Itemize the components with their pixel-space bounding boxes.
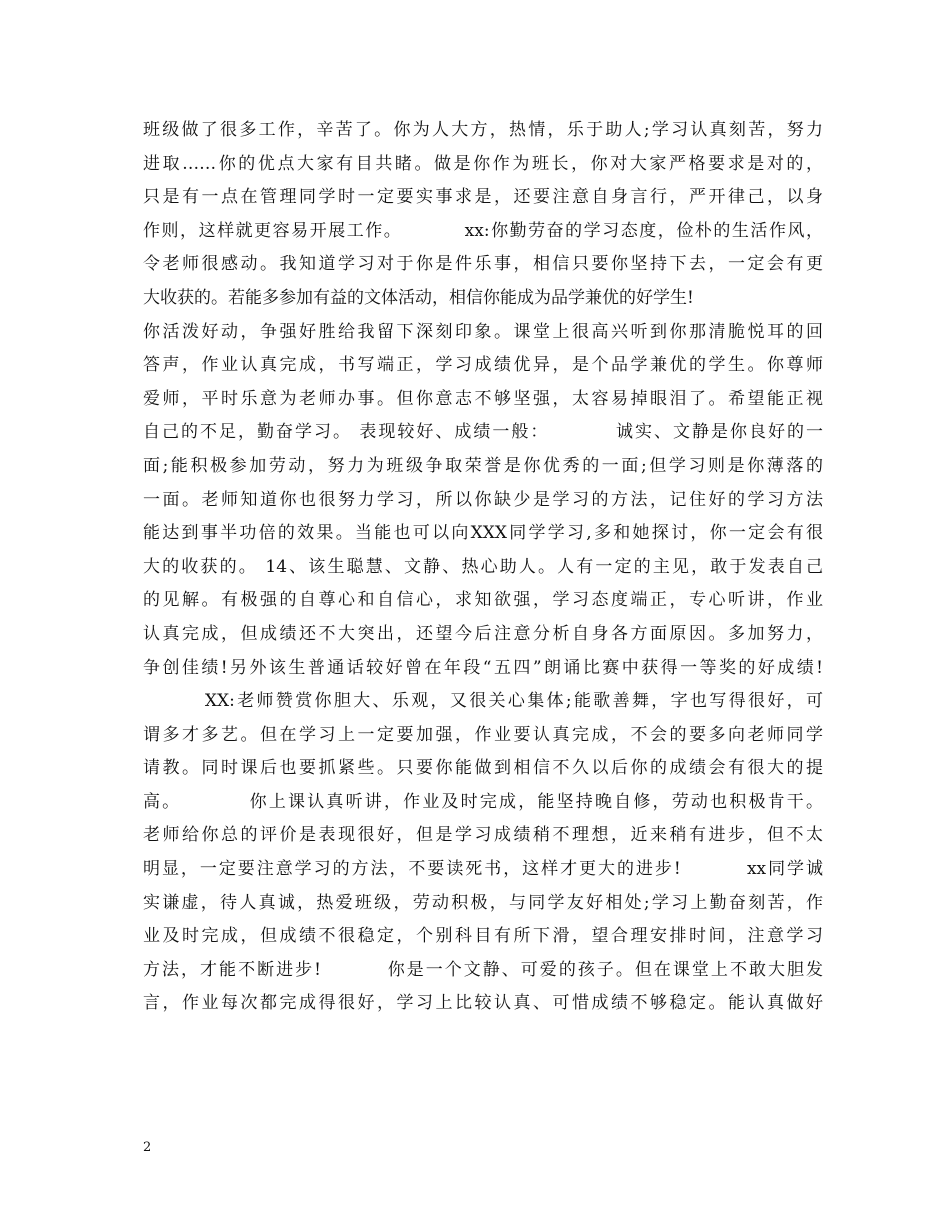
text-line: 进取……你的优点大家有目共睹。做是你作为班长，你对大家严格要求是对的，	[143, 153, 823, 174]
text-line: 爱师，平时乐意为老师办事。但你意志不够坚强，太容易掉眼泪了。希望能正视	[143, 388, 823, 409]
text-line: 高。 你上课认真听讲，作业及时完成，能坚持晚自修，劳动也积极肯干。	[143, 791, 823, 812]
text-line: 面;能积极参加劳动，努力为班级争取荣誉是你优秀的一面;但学习则是你薄落的	[143, 455, 823, 476]
text-line: 请教。同时课后也要抓紧些。只要你能做到相信不久以后你的成绩会有很大的提	[143, 758, 823, 779]
text-line: 方法，才能不断进步! 你是一个文静、可爱的孩子。但在课堂上不敢大胆发	[143, 959, 823, 980]
text-line: 你活泼好动，争强好胜给我留下深刻印象。课堂上很高兴听到你那清脆悦耳的回	[143, 321, 823, 342]
text-line: 令老师很感动。我知道学习对于你是件乐事，相信只要你坚持下去，一定会有更	[143, 254, 823, 275]
text-line: 只是有一点在管理同学时一定要实事求是，还要注意自身言行，严开律己，以身	[143, 187, 823, 208]
text-line: 争创佳绩!另外该生普通话较好曾在年段“五四”朗诵比赛中获得一等奖的好成绩!	[143, 657, 823, 678]
page-number: 2	[143, 1140, 152, 1155]
text-line: 老师给你总的评价是表现很好，但是学习成绩稍不理想，近来稍有进步，但不太	[143, 825, 823, 846]
body-text	[143, 114, 823, 1021]
text-line: 实谦虚，待人真诚，热爱班级，劳动积极，与同学友好相处;学习上勤奋刻苦，作	[143, 892, 823, 913]
text-line: 认真完成，但成绩还不大突出，还望今后注意分析自身各方面原因。多加努力，	[143, 623, 823, 644]
text-line: 一面。老师知道你也很努力学习，所以你缺少是学习的方法，记住好的学习方法	[143, 489, 823, 510]
text-line: XX:老师赞赏你胆大、乐观，又很关心集体;能歌善舞，字也写得很好，可	[143, 691, 823, 712]
text-line: 明显，一定要注意学习的方法，不要读死书，这样才更大的进步! xx同学诚	[143, 859, 823, 880]
text-line: 大的收获的。 14、该生聪慧、文静、热心助人。人有一定的主见，敢于发表自己	[143, 556, 823, 577]
text-line: 业及时完成，但成绩不很稳定，个别科目有所下滑，望合理安排时间，注意学习	[143, 926, 823, 947]
text-line: 的见解。有极强的自尊心和自信心，求知欲强，学习态度端正，专心听讲，作业	[143, 590, 823, 611]
text-line: 班级做了很多工作，辛苦了。你为人大方，热情，乐于助人;学习认真刻苦，努力	[143, 120, 823, 140]
text-line: 能达到事半功倍的效果。当能也可以向XXX同学学习,多和她探讨，你一定会有很	[143, 523, 823, 544]
text-line: 答声，作业认真完成，书写端正，学习成绩优异，是个品学兼优的学生。你尊师	[143, 355, 823, 376]
text-line: 自己的不足，勤奋学习。 表现较好、成绩一般： 诚实、文静是你良好的一	[143, 422, 823, 443]
text-line: 大收获的。若能多参加有益的文体活动，相信你能成为品学兼优的好学生!	[143, 287, 694, 308]
text-line: 谓多才多艺。但在学习上一定要加强，作业要认真完成，不会的要多向老师同学	[143, 724, 823, 745]
text-line: 言，作业每次都完成得很好，学习上比较认真、可惜成绩不够稳定。能认真做好	[143, 993, 823, 1014]
text-line: 作则，这样就更容易开展工作。 xx:你勤劳奋的学习态度，俭朴的生活作风，	[143, 220, 823, 241]
